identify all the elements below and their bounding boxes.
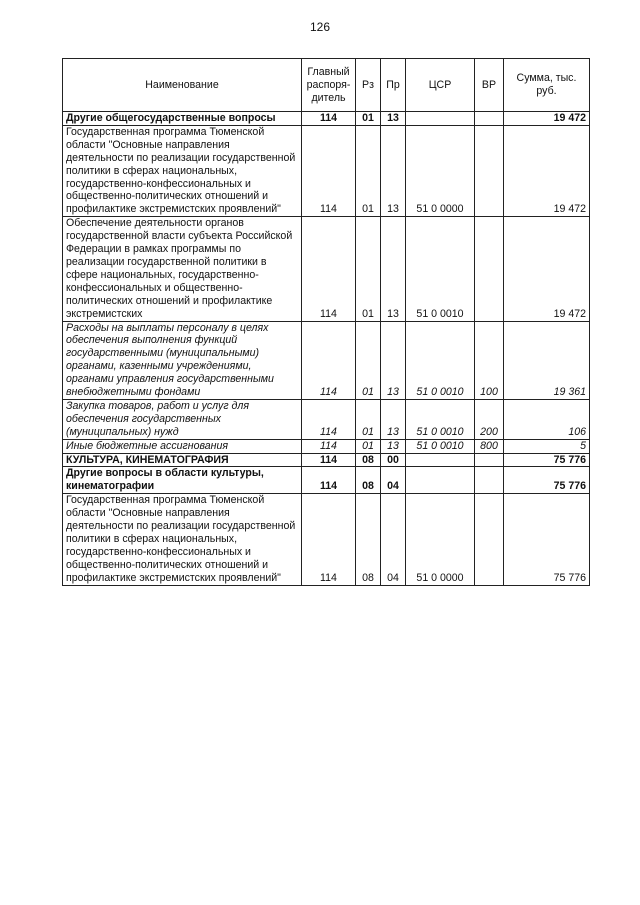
row-vr: 800 <box>475 439 504 453</box>
row-name: Другие общегосударственные вопросы <box>63 112 302 126</box>
row-admin: 114 <box>302 112 356 126</box>
row-pr: 00 <box>381 453 406 467</box>
row-csr: 51 0 0010 <box>406 321 475 399</box>
row-rz: 01 <box>356 125 381 216</box>
row-sum: 106 <box>504 399 590 439</box>
row-rz: 08 <box>356 494 381 585</box>
row-csr: 51 0 0000 <box>406 494 475 585</box>
table-row <box>63 217 590 321</box>
row-name: Обеспечение деятельности органов государственной власти субъекта Российской Федерации в рамках программы по реализации государственной политики в сфере национальных, государственно-конфессиональных и общественно-политических отношений и профилактике экстремистских <box>63 217 302 321</box>
row-pr: 04 <box>381 494 406 585</box>
row-admin: 114 <box>302 467 356 494</box>
row-admin: 114 <box>302 217 356 321</box>
table-row <box>63 467 590 494</box>
row-name: Государственная программа Тюменской области "Основные направления деятельности по реализации государственной политики в сферах национальных, государственно-конфессиональных и общественно-политических отношений и профилактике экстремистских проявлений" <box>63 494 302 585</box>
row-admin: 114 <box>302 321 356 399</box>
row-vr <box>475 125 504 216</box>
row-rz: 08 <box>356 467 381 494</box>
row-pr: 13 <box>381 112 406 126</box>
row-name: КУЛЬТУРА, КИНЕМАТОГРАФИЯ <box>63 453 302 467</box>
row-vr <box>475 494 504 585</box>
header-sum: Сумма, тыс. руб. <box>504 59 590 112</box>
row-admin: 114 <box>302 399 356 439</box>
row-csr <box>406 467 475 494</box>
page-number: 126 <box>309 20 331 34</box>
table-row <box>63 399 590 439</box>
header-admin: Главный распоря-дитель <box>302 59 356 112</box>
row-vr <box>475 112 504 126</box>
row-csr <box>406 112 475 126</box>
row-pr: 13 <box>381 399 406 439</box>
row-pr: 13 <box>381 217 406 321</box>
row-rz: 08 <box>356 453 381 467</box>
row-csr: 51 0 0000 <box>406 125 475 216</box>
row-sum: 19 472 <box>504 125 590 216</box>
row-csr: 51 0 0010 <box>406 399 475 439</box>
row-pr: 13 <box>381 439 406 453</box>
row-csr: 51 0 0010 <box>406 217 475 321</box>
row-rz: 01 <box>356 399 381 439</box>
row-admin: 114 <box>302 453 356 467</box>
row-sum: 19 472 <box>504 112 590 126</box>
row-rz: 01 <box>356 112 381 126</box>
row-pr: 04 <box>381 467 406 494</box>
table-row <box>63 494 590 585</box>
row-rz: 01 <box>356 217 381 321</box>
header-csr: ЦСР <box>406 59 475 112</box>
row-name: Расходы на выплаты персоналу в целях обеспечения выполнения функций государственными (муниципальными) органами, казенными учреждениями, органами управления государственными внебюджетными фондами <box>63 321 302 399</box>
table-row <box>63 112 590 126</box>
row-csr <box>406 453 475 467</box>
row-vr: 100 <box>475 321 504 399</box>
header-rz: Рз <box>356 59 381 112</box>
row-pr: 13 <box>381 321 406 399</box>
table-row <box>63 321 590 399</box>
header-name: Наименование <box>63 59 302 112</box>
row-sum: 75 776 <box>504 494 590 585</box>
row-rz: 01 <box>356 321 381 399</box>
table-row <box>63 439 590 453</box>
row-sum: 19 361 <box>504 321 590 399</box>
row-admin: 114 <box>302 125 356 216</box>
row-sum: 5 <box>504 439 590 453</box>
table-row <box>63 125 590 216</box>
row-sum: 19 472 <box>504 217 590 321</box>
row-csr: 51 0 0010 <box>406 439 475 453</box>
row-vr <box>475 217 504 321</box>
row-vr: 200 <box>475 399 504 439</box>
row-sum: 75 776 <box>504 467 590 494</box>
header-vr: ВР <box>475 59 504 112</box>
row-sum: 75 776 <box>504 453 590 467</box>
row-name: Государственная программа Тюменской области "Основные направления деятельности по реализации государственной политики в сферах национальных, государственно-конфессиональных и общественно-политических отношений и профилактике экстремистских проявлений" <box>63 125 302 216</box>
row-rz: 01 <box>356 439 381 453</box>
row-name: Иные бюджетные ассигнования <box>63 439 302 453</box>
row-vr <box>475 467 504 494</box>
header-pr: Пр <box>381 59 406 112</box>
table-row <box>63 453 590 467</box>
row-name: Другие вопросы в области культуры, кинематографии <box>63 467 302 494</box>
row-name: Закупка товаров, работ и услуг для обеспечения государственных (муниципальных) нужд <box>63 399 302 439</box>
row-pr: 13 <box>381 125 406 216</box>
row-admin: 114 <box>302 494 356 585</box>
table-header-row <box>63 59 590 112</box>
row-admin: 114 <box>302 439 356 453</box>
budget-table <box>62 58 590 586</box>
row-vr <box>475 453 504 467</box>
